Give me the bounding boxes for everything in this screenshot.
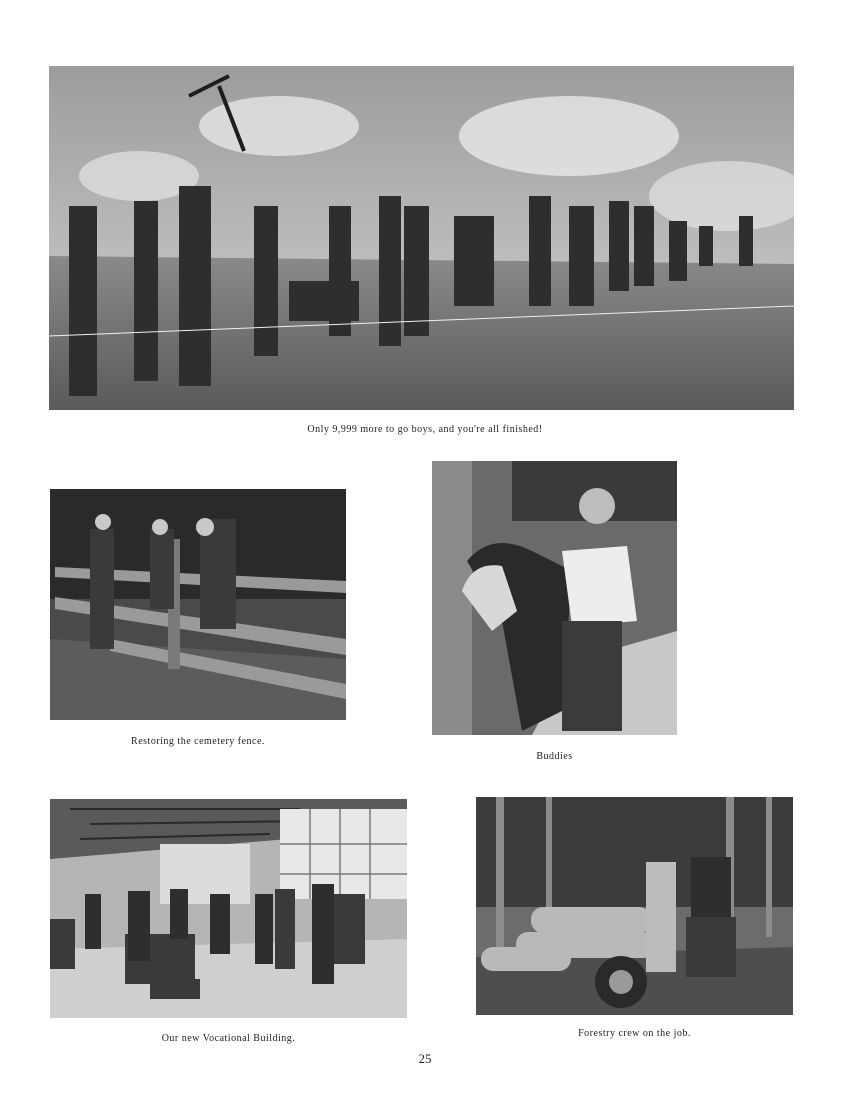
cemetery-fence-photo: [50, 489, 346, 720]
road-crew-caption: Only 9,999 more to go boys, and you're all finished!: [307, 424, 543, 435]
page-number: 25: [418, 1051, 432, 1066]
cemetery-fence-caption: Restoring the cemetery fence.: [131, 736, 265, 747]
forestry-crew-photo: [476, 797, 793, 1015]
forestry-crew-caption: Forestry crew on the job.: [578, 1028, 691, 1039]
buddies-photo: [432, 461, 677, 735]
buddies-caption: Buddies: [536, 751, 573, 762]
vocational-building-photo: [50, 799, 407, 1018]
road-crew-photo: [49, 66, 794, 410]
vocational-building-caption: Our new Vocational Building.: [161, 1033, 296, 1044]
